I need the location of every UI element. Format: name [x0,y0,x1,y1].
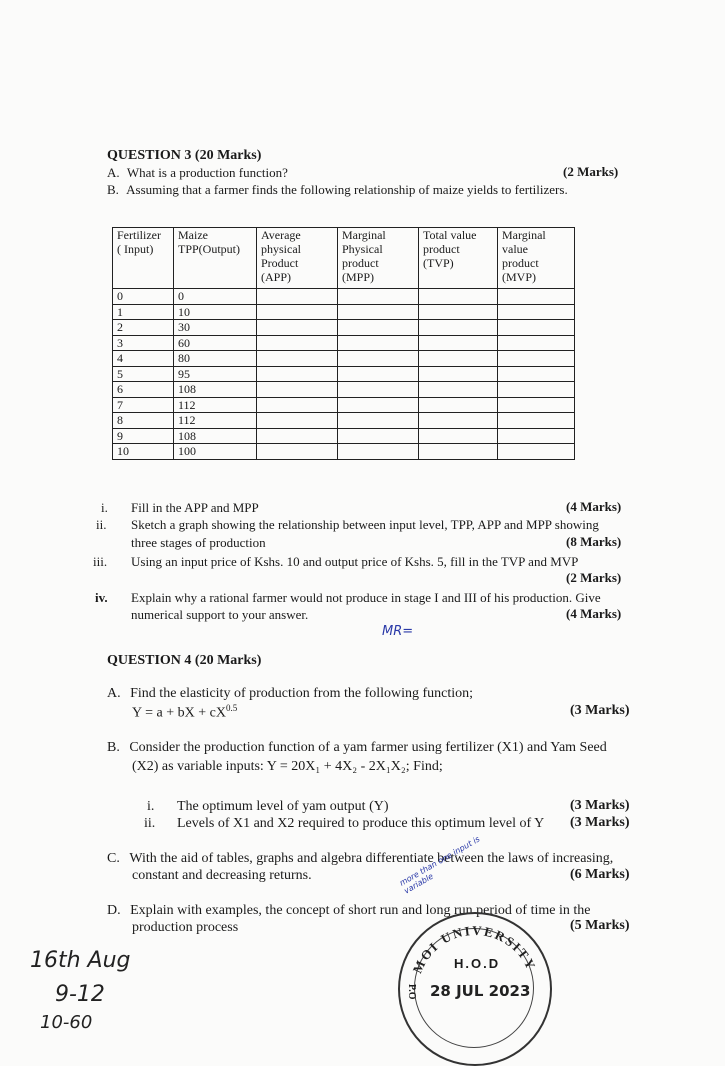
input-cell: 6 [113,382,174,398]
tvp-cell [419,351,498,367]
mvp-cell [498,397,575,413]
table-row [113,304,575,320]
q3-item-iv: iv. [95,590,108,605]
q4-d-text: Explain with examples, the concept of short run and long run period of time in the [130,903,591,918]
handwritten-annotation-mr: MR= [382,624,414,639]
stamp-org-text: MOI UNIVERSITY [409,922,540,976]
mpp-cell [338,320,419,336]
mvp-cell [498,444,575,460]
mvp-cell [498,304,575,320]
input-cell: 3 [113,335,174,351]
tvp-cell [419,428,498,444]
q3-item-ii-text: Sketch a graph showing the relationship between input level, TPP, APP and MPP showing [131,517,599,532]
output-cell: 100 [174,444,257,460]
header-tvp: Total value product (TVP) [419,228,498,289]
tvp-cell [419,397,498,413]
q4-b-text: Consider the production function of a yam farmer using fertilizer (X1) and Yam Seed [129,740,607,755]
q3-item-iv-text: Explain why a rational farmer would not produce in stage I and III of his production. Give [131,590,601,605]
input-cell: 10 [113,444,174,460]
table-row [113,413,575,429]
q4-part-c [107,851,613,867]
mvp-cell [498,413,575,429]
q4-d-marks: (5 Marks) [570,918,630,933]
q4-a-formula [132,703,237,722]
q4-b-item-ii-marks: (3 Marks) [570,815,630,830]
output-cell: 80 [174,351,257,367]
table-row [113,382,575,398]
q3-item-iv-marks: (4 Marks) [566,606,622,621]
tvp-cell [419,335,498,351]
q3-a-marks: (2 Marks) [563,164,619,179]
q3-b-text: Assuming that a farmer finds the following relationship of maize yields to fertilizers. [126,182,568,197]
mpp-cell [338,304,419,320]
q4-d-label: D. [107,903,121,918]
table-row [113,397,575,413]
header-mvp: Marginal value product (MVP) [498,228,575,289]
header-mpp: Marginal Physical product (MPP) [338,228,419,289]
q3-item-i [101,500,108,516]
handwritten-time: 9-12 [55,982,105,1007]
mvp-cell [498,428,575,444]
output-cell: 112 [174,413,257,429]
mpp-cell [338,366,419,382]
q4-part-b [107,740,607,756]
output-cell: 108 [174,382,257,398]
mpp-cell [338,289,419,305]
app-cell [257,444,338,460]
app-cell [257,335,338,351]
app-cell [257,413,338,429]
mpp-cell [338,351,419,367]
maize-yield-table [112,227,575,460]
tvp-cell [419,320,498,336]
q3-item-iii-text: Using an input price of Kshs. 10 and output price of Kshs. 5, fill in the TVP and MVP [131,554,579,569]
output-cell: 95 [174,366,257,382]
app-cell [257,304,338,320]
handwritten-date: 16th Aug [30,948,131,973]
stamp-side-text: P.O [406,984,417,1000]
app-cell [257,351,338,367]
tvp-cell [419,382,498,398]
input-cell: 9 [113,428,174,444]
q3-b-label: B. [107,182,119,197]
q3-item-i-marks: (4 Marks) [566,499,622,514]
question-4-title: QUESTION 4 (20 Marks) [107,653,262,668]
input-cell: 1 [113,304,174,320]
input-cell: 2 [113,320,174,336]
tvp-cell [419,366,498,382]
formula-exponent: 0.5 [225,703,238,713]
header-app: Average physical Product (APP) [257,228,338,289]
mpp-cell [338,428,419,444]
q3-item-ii-text2: three stages of production [131,535,266,550]
q4-c-label: C. [107,851,120,866]
handwritten-margin-note: more than one input is variable [398,834,482,896]
input-cell: 5 [113,366,174,382]
app-cell [257,366,338,382]
q4-b-item-ii-text: Levels of X1 and X2 required to produce this optimum level of Y [177,816,545,831]
item-number: i. [101,500,108,515]
mvp-cell [498,366,575,382]
table-row [113,428,575,444]
q4-b-label: B. [107,740,120,755]
q3-item-ii-marks: (8 Marks) [566,534,622,549]
table-row [113,351,575,367]
formula-text: Y = a + bX + cX [132,705,226,721]
output-cell: 10 [174,304,257,320]
mpp-cell [338,382,419,398]
output-cell: 108 [174,428,257,444]
q4-d-text2: production process [132,920,239,935]
handwritten-extra: 10-60 [40,1012,93,1033]
input-cell: 7 [113,397,174,413]
q3-a-label: A. [107,165,120,180]
q3-a-text: What is a production function? [126,165,288,180]
q3-item-iii: iii. [93,554,108,569]
app-cell [257,289,338,305]
tvp-cell [419,289,498,305]
tvp-cell [419,304,498,320]
table-row [113,335,575,351]
q3-item-ii: ii. [96,517,107,532]
question-3-title: QUESTION 3 (20 Marks) [107,148,262,163]
q3-item-iii-marks: (2 Marks) [566,570,622,585]
mpp-cell [338,413,419,429]
q4-b-item-i-text: The optimum level of yam output (Y) [177,799,389,814]
mvp-cell [498,335,575,351]
q4-a-text: Find the elasticity of production from the following function; [130,686,474,701]
q4-c-text2: constant and decreasing returns. [132,868,312,883]
input-cell: 8 [113,413,174,429]
mvp-cell [498,289,575,305]
app-cell [257,382,338,398]
table-row [113,320,575,336]
mpp-cell [338,335,419,351]
app-cell [257,428,338,444]
stamp-date: 28 JUL 2023 [430,982,531,1000]
mvp-cell [498,320,575,336]
q4-b-item-i-num: i. [147,799,155,814]
q4-c-text: With the aid of tables, graphs and algebra differentiate between the laws of increasing, [129,851,614,866]
table-row [113,444,575,460]
q3-item-i-text: Fill in the APP and MPP [131,500,259,515]
table-row [113,366,575,382]
tvp-cell [419,413,498,429]
q4-b-item-i-marks: (3 Marks) [570,798,630,813]
q4-c-marks: (6 Marks) [570,867,630,882]
mvp-cell [498,351,575,367]
q4-b-item-ii-num: ii. [144,816,156,831]
mpp-cell [338,397,419,413]
mpp-cell [338,444,419,460]
q3-part-a [107,165,288,181]
app-cell [257,320,338,336]
mvp-cell [498,382,575,398]
q4-a-label: A. [107,686,121,701]
app-cell [257,397,338,413]
output-cell: 0 [174,289,257,305]
q4-part-a [107,686,473,702]
q4-a-marks: (3 Marks) [570,703,630,718]
q3-item-iv-text2: numerical support to your answer. [131,607,309,622]
header-tpp: Maize TPP(Output) [174,228,257,289]
output-cell: 30 [174,320,257,336]
table-row [113,289,575,305]
output-cell: 112 [174,397,257,413]
q3-part-b [107,182,568,198]
table-header-row [113,228,575,289]
tvp-cell [419,444,498,460]
university-stamp [398,912,552,1066]
q4-b-text2: (X2) as variable inputs: Y = 20X₁ + 4X₂ - 2X₁X₂; Find; [132,759,443,774]
input-cell: 0 [113,289,174,305]
stamp-dept: H.O.D [454,956,501,971]
input-cell: 4 [113,351,174,367]
header-fertilizer: Fertilizer ( Input) [113,228,174,289]
output-cell: 60 [174,335,257,351]
